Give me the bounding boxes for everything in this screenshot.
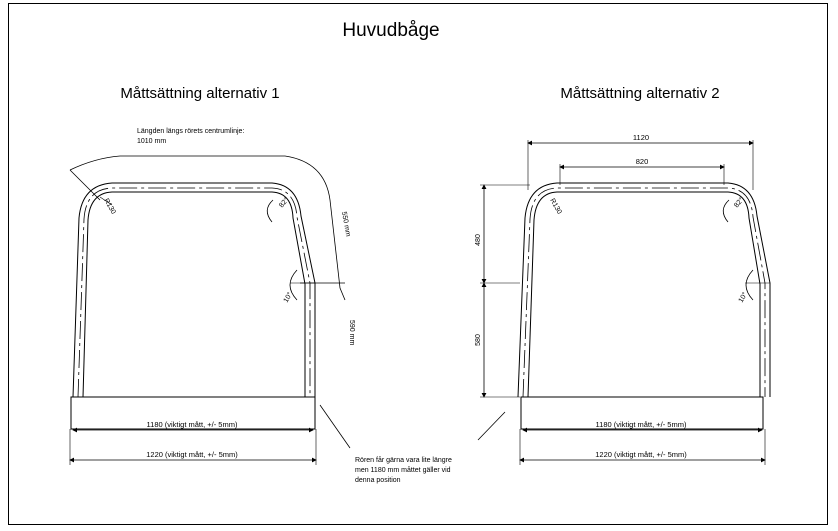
main-title: Huvudbåge [342,20,440,41]
alt2-tube-inner [528,192,760,397]
alt2-dim-1120-label: 1120 [632,133,650,142]
alt2-heading: Måttsättning alternativ 2 [560,85,720,102]
alt2-centerline [523,188,765,397]
alt2-dim-820-label: 820 [635,157,649,166]
alt2-angle-top-arc [723,200,729,222]
alt1-angle-top-label: 82° [278,196,291,210]
alt2-angle-top-label: 82° [733,196,746,210]
alt1-radius-label: R130 [102,197,117,216]
alt1-dim-inner-label: 1180 (viktigt mått, +/- 5mm) [146,420,238,429]
alt1-note-line2: 1010 mm [137,138,167,145]
alt2-tube-outer [518,183,770,397]
alt1-centerline [78,188,310,397]
alt1-note-line1: Längden längs rörets centrumlinje: [137,128,245,135]
alt1-dim-upper-label: 550 mm [340,211,352,238]
alt2-dim-inner-label: 1180 (viktigt mått, +/- 5mm) [595,420,687,429]
alt2-dim-outer-label: 1220 (viktigt mått, +/- 5mm) [595,450,687,459]
alt2-angle-bottom-label: 10° [737,291,750,304]
alt2-drawing [478,140,770,465]
alt1-angle-top-arc [267,200,273,222]
alt1-heading: Måttsättning alternativ 1 [120,85,280,102]
alt1-tube-inner [83,192,305,397]
alt2-dim-480-label: 480 [475,234,482,246]
alt1-tube-outer [73,183,315,397]
alt1-dim-outer-label: 1220 (viktigt mått, +/- 5mm) [146,450,238,459]
note-line3: denna position [355,477,401,484]
note-line1: Rören får gärna vara lite längre [355,457,452,464]
alt2-radius-label: R130 [548,197,563,216]
alt1-dim-lower-label: 590 mm [348,320,355,346]
note-line2: men 1180 mm måttet gäller vid [355,467,451,474]
alt1-angle-bottom-label: 10° [282,291,295,304]
alt2-dim-580-label: 580 [475,334,482,346]
